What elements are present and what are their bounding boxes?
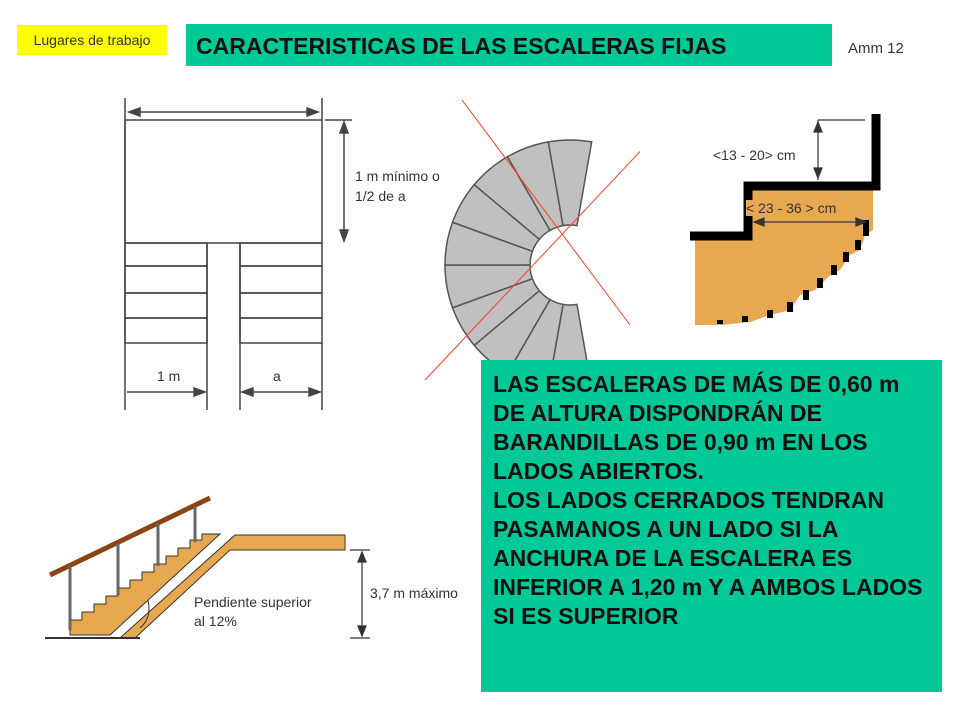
slope-label: Pendiente superior al 12%: [194, 594, 312, 629]
riser-label: <13 - 20> cm: [713, 147, 796, 163]
tread-label: < 23 - 36 > cm: [746, 200, 837, 216]
width-label-a: a: [273, 368, 281, 384]
max-height-label: 3,7 m máximo: [370, 585, 458, 601]
height-label: 1 m mínimo o 1/2 de a: [355, 168, 440, 204]
page-code: Amm 12: [848, 40, 904, 57]
step-profile-diagram: [690, 110, 890, 330]
regulation-note: LAS ESCALERAS DE MÁS DE 0,60 m DE ALTURA DISPONDRÁN DE BARANDILLAS DE 0,90 m EN LOS LADOS ABIERTOS. LOS LADOS CERRADOS TENDRAN PASAMANOS A UN LADO SI LA ANCHURA DE LA ESCALERA ES INFERIOR A 1,20 m Y A AMBOS LADOS SI ES SUPERIOR: [481, 360, 942, 692]
plan-diagram: [100, 90, 470, 420]
page-title: CARACTERISTICAS DE LAS ESCALERAS FIJAS: [186, 24, 832, 66]
section-tag: Lugares de trabajo: [17, 25, 167, 55]
width-label-1m: 1 m: [157, 368, 181, 384]
spiral-stair-diagram: [420, 95, 640, 385]
